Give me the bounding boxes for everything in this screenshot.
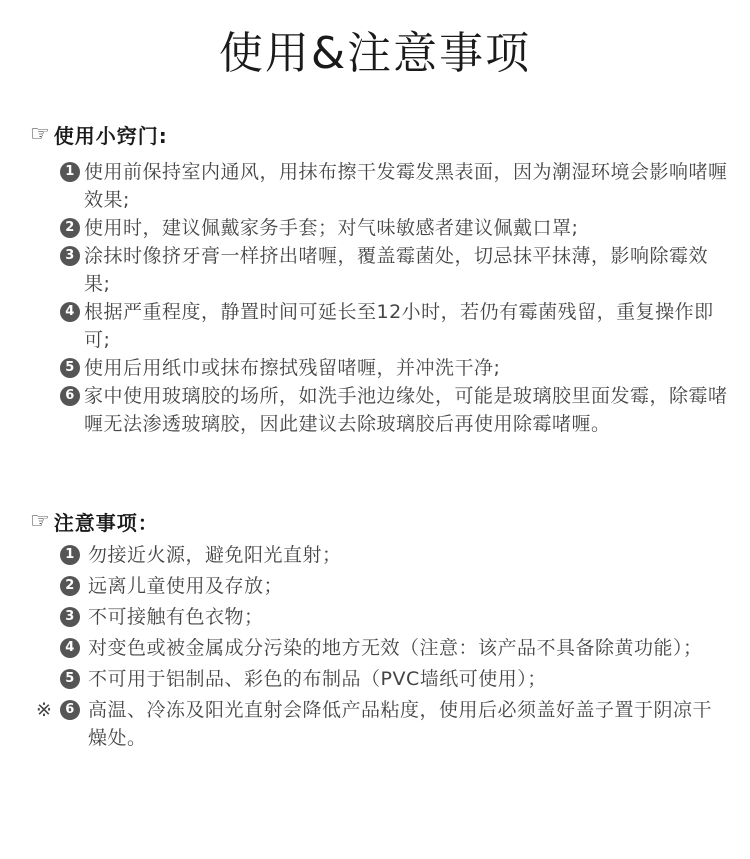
item-text: 根据严重程度，静置时间可延长至12小时，若仍有霉菌残留，重复操作即可; xyxy=(84,301,714,351)
list-item xyxy=(0,541,750,569)
number-badge: 1 xyxy=(60,545,80,565)
section-heading-label: 注意事项： xyxy=(53,511,159,535)
item-text: 勿接近火源，避免阳光直射； xyxy=(88,544,342,566)
item-text: 使用时，建议佩戴家务手套；对气味敏感者建议佩戴口罩; xyxy=(84,217,579,239)
item-text: 家中使用玻璃胶的场所，如洗手池边缘处，可能是玻璃胶里面发霉，除霉啫喱无法渗透玻璃胶，因此建议去除玻璃胶后再使用除霉啫喱。 xyxy=(84,385,728,435)
notes-list xyxy=(0,541,750,755)
list-item xyxy=(0,665,750,693)
list-item xyxy=(0,634,750,662)
number-badge: 3 xyxy=(60,607,80,627)
list-item xyxy=(0,603,750,631)
number-badge: 1 xyxy=(60,162,80,182)
list-item xyxy=(0,696,750,752)
section-heading-label: 使用小窍门: xyxy=(53,124,168,148)
item-text: 使用前保持室内通风，用抹布擦干发霉发黑表面，因为潮湿环境会影响啫喱效果; xyxy=(84,161,728,211)
list-item xyxy=(0,298,750,354)
list-item xyxy=(0,382,750,438)
item-text: 使用后用纸巾或抹布擦拭残留啫喱，并冲洗干净; xyxy=(84,357,501,379)
item-text: 远离儿童使用及存放； xyxy=(88,575,284,597)
section-heading-tips xyxy=(30,120,168,149)
number-badge: 6 xyxy=(60,386,80,406)
list-item xyxy=(0,158,750,214)
item-text: 不可用于铝制品、彩色的布制品（PVC墙纸可使用）； xyxy=(88,668,547,690)
number-badge: 5 xyxy=(60,358,80,378)
number-badge: 2 xyxy=(60,218,80,238)
item-text: 对变色或被金属成分污染的地方无效（注意：该产品不具备除黄功能）； xyxy=(88,637,703,659)
pointing-hand-icon: ☞ xyxy=(30,509,50,534)
list-item xyxy=(0,242,750,298)
list-item xyxy=(0,354,750,382)
item-text: 涂抹时像挤牙膏一样挤出啫喱，覆盖霉菌处，切忌抹平抹薄，影响除霉效果; xyxy=(84,245,709,295)
tips-list xyxy=(0,158,750,438)
list-item xyxy=(0,214,750,242)
item-text: 不可接触有色衣物； xyxy=(88,606,264,628)
number-badge: 4 xyxy=(60,302,80,322)
number-badge: 5 xyxy=(60,669,80,689)
pointing-hand-icon: ☞ xyxy=(30,122,50,147)
number-badge: 3 xyxy=(60,246,80,266)
number-badge: 4 xyxy=(60,638,80,658)
reference-mark: ※ xyxy=(36,699,53,721)
page-title: 使用&注意事项 xyxy=(218,28,532,79)
number-badge: 2 xyxy=(60,576,80,596)
item-text: 高温、冷冻及阳光直射会降低产品粘度，使用后必须盖好盖子置于阴凉干燥处。 xyxy=(88,699,713,749)
number-badge: 6 xyxy=(60,700,80,720)
list-item xyxy=(0,572,750,600)
section-heading-notes xyxy=(30,507,159,536)
